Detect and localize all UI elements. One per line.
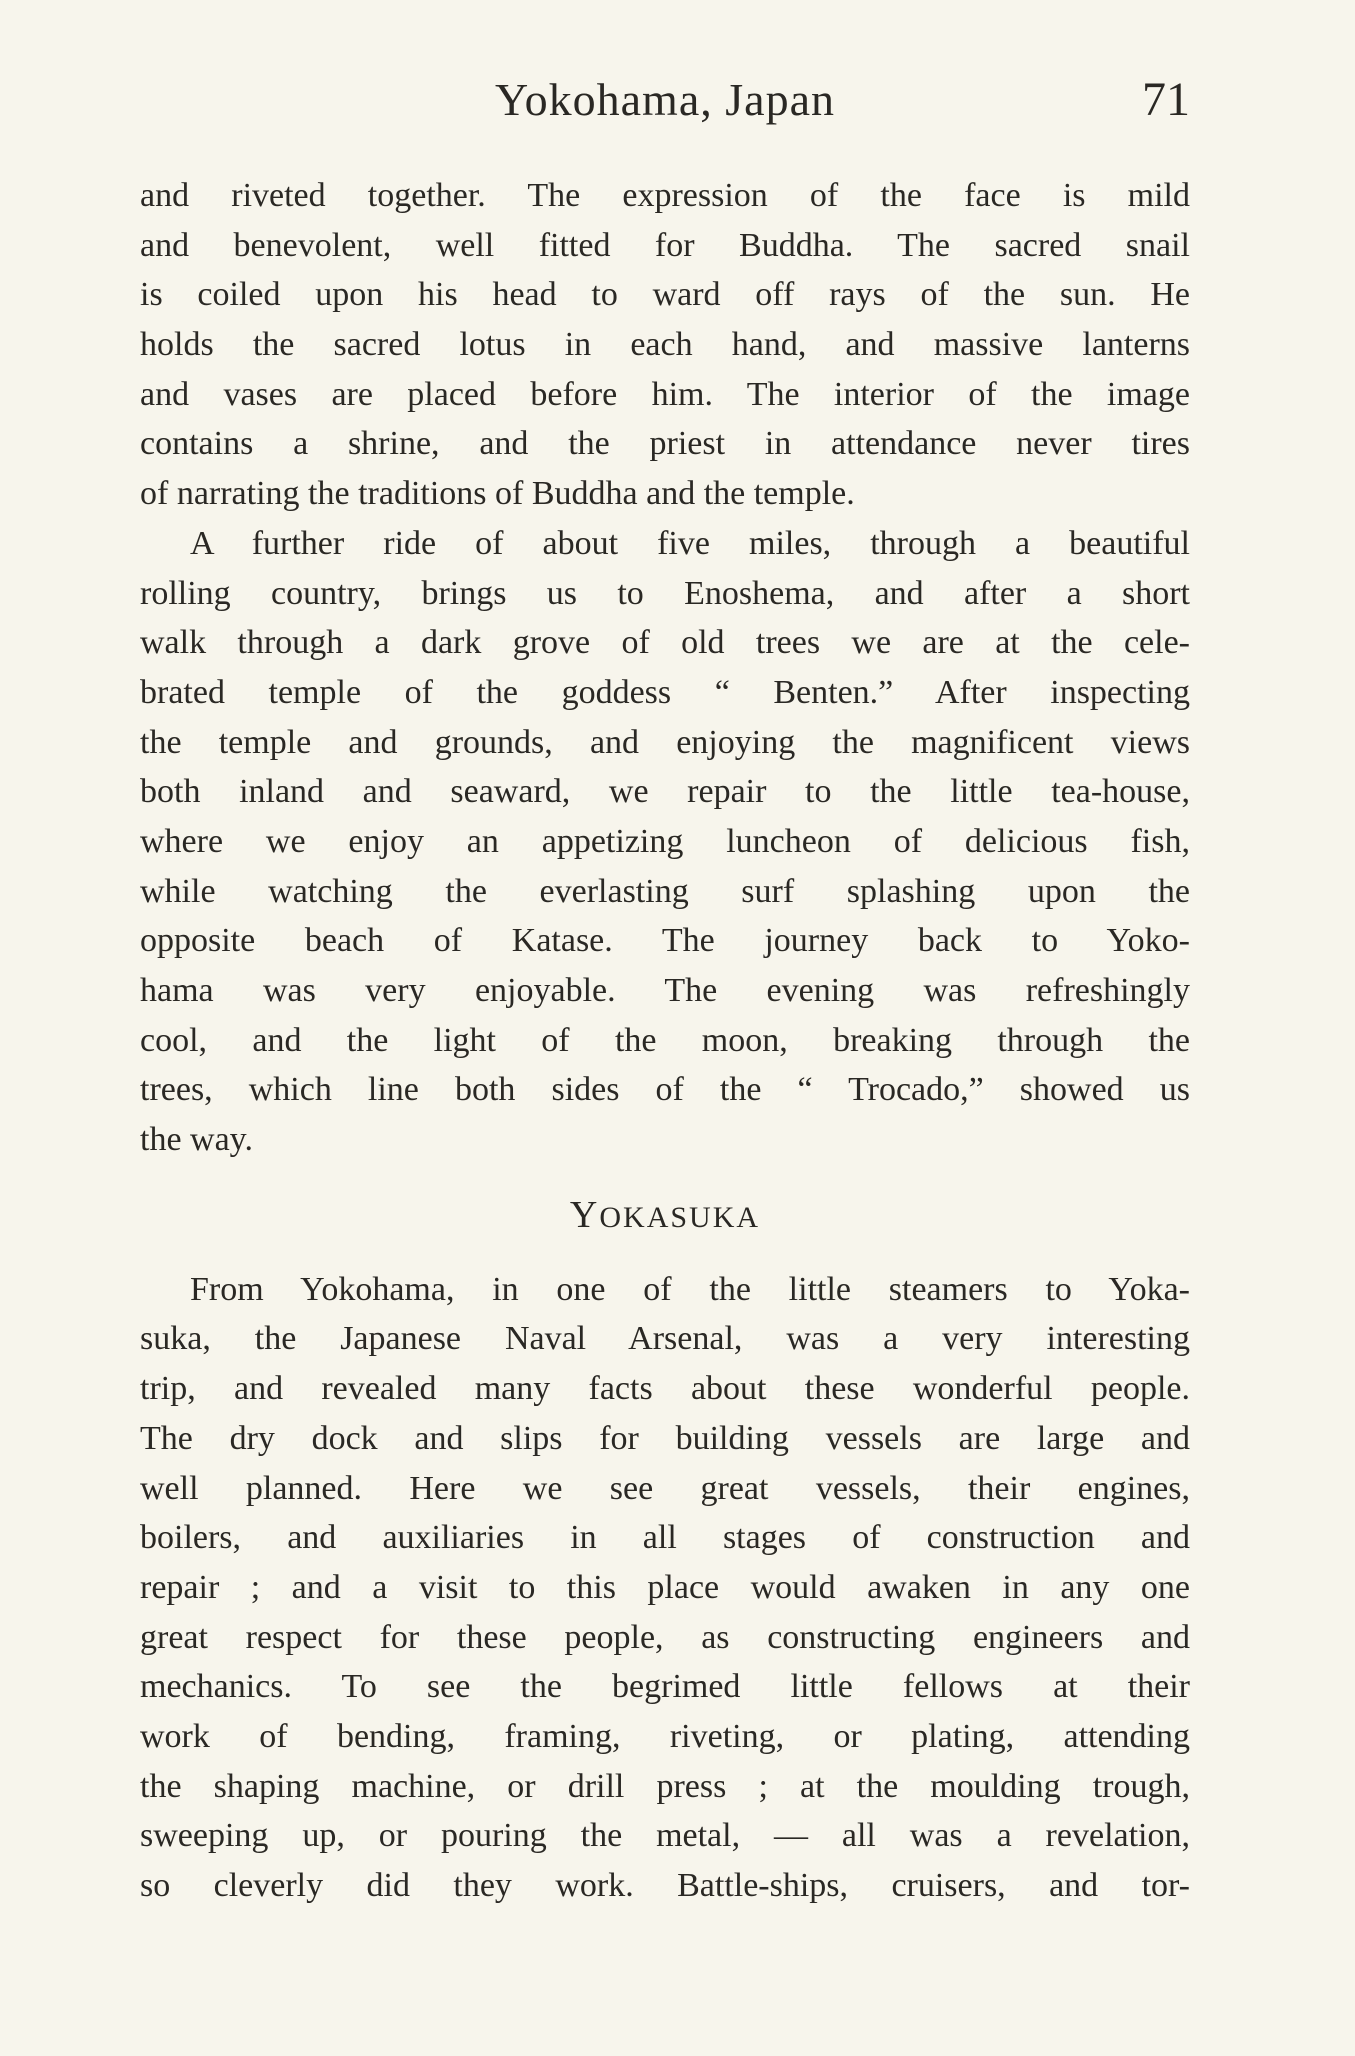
text-line: and riveted together. The expression of the face is mild — [140, 177, 1190, 214]
text-line: well planned. Here we see great vessels, their engines, — [140, 1469, 1190, 1507]
text-line: where we enjoy an appetizing luncheon of delicious fish, — [140, 822, 1190, 860]
text-line: the shaping machine, or drill press ; at the moulding trough, — [140, 1767, 1190, 1805]
text-line: opposite beach of Katase. The journey back to Yoko- — [140, 922, 1190, 960]
text-line: repair ; and a visit to this place would awaken in any one — [140, 1568, 1190, 1606]
text-line: From Yokohama, in one of the little steamers to Yoka- — [190, 1270, 1190, 1308]
section-heading-rest: OKASUKA — [599, 1200, 761, 1234]
text-line: The dry dock and slips for building vessels are large and — [140, 1419, 1190, 1457]
text-line: holds the sacred lotus in each hand, and massive lanterns — [140, 326, 1190, 364]
section-heading — [140, 1165, 1190, 1265]
text-line: boilers, and auxiliaries in all stages of construction and — [140, 1519, 1190, 1557]
text-line: A further ride of about five miles, through a beautiful — [190, 524, 1190, 562]
text-line: hama was very enjoyable. The evening was refreshingly — [140, 972, 1190, 1009]
text-line: great respect for these people, as constructing engineers and — [140, 1618, 1190, 1656]
section-heading-initial: Y — [569, 1193, 600, 1236]
paragraph — [140, 171, 1190, 519]
page-number: 71 — [1142, 73, 1190, 126]
text-line: of narrating the traditions of Buddha and the temple. — [140, 475, 855, 513]
text-line: mechanics. To see the begrimed little fellows at their — [140, 1668, 1190, 1706]
text-line: brated temple of the goddess “ Benten.” After inspecting — [140, 673, 1190, 711]
text-line: the temple and grounds, and enjoying the magnificent views — [140, 723, 1190, 761]
text-line: and vases are placed before him. The interior of the image — [140, 375, 1190, 413]
text-line: trip, and revealed many facts about these wonderful people. — [140, 1370, 1190, 1408]
text-line: and benevolent, well fitted for Buddha. The sacred snail — [140, 226, 1190, 264]
text-line: while watching the everlasting surf splashing upon the — [140, 872, 1190, 910]
text-line: work of bending, framing, riveting, or plating, attending — [140, 1717, 1190, 1755]
paragraph — [140, 1265, 1190, 1911]
running-head — [140, 70, 1190, 130]
text-line: is coiled upon his head to ward off rays of the sun. He — [140, 276, 1190, 314]
text-line: trees, which line both sides of the “ Trocado,” showed us — [140, 1071, 1190, 1109]
text-line: suka, the Japanese Naval Arsenal, was a very interesting — [140, 1320, 1190, 1358]
text-line: contains a shrine, and the priest in attendance never tires — [140, 425, 1190, 463]
text-line: the way. — [140, 1121, 253, 1159]
text-line: both inland and seaward, we repair to the little tea-house, — [140, 773, 1190, 811]
text-line: rolling country, brings us to Enoshema, and after a short — [140, 574, 1190, 612]
body-text — [140, 171, 1190, 1911]
running-title: Yokohama, Japan — [495, 74, 835, 125]
text-line: walk through a dark grove of old trees we are at the cele- — [140, 624, 1190, 662]
paragraph — [140, 519, 1190, 1165]
text-line: cool, and the light of the moon, breaking through the — [140, 1021, 1190, 1059]
text-line: so cleverly did they work. Battle-ships, cruisers, and tor- — [140, 1867, 1190, 1904]
text-line: sweeping up, or pouring the metal, — all was a revelation, — [140, 1817, 1190, 1855]
